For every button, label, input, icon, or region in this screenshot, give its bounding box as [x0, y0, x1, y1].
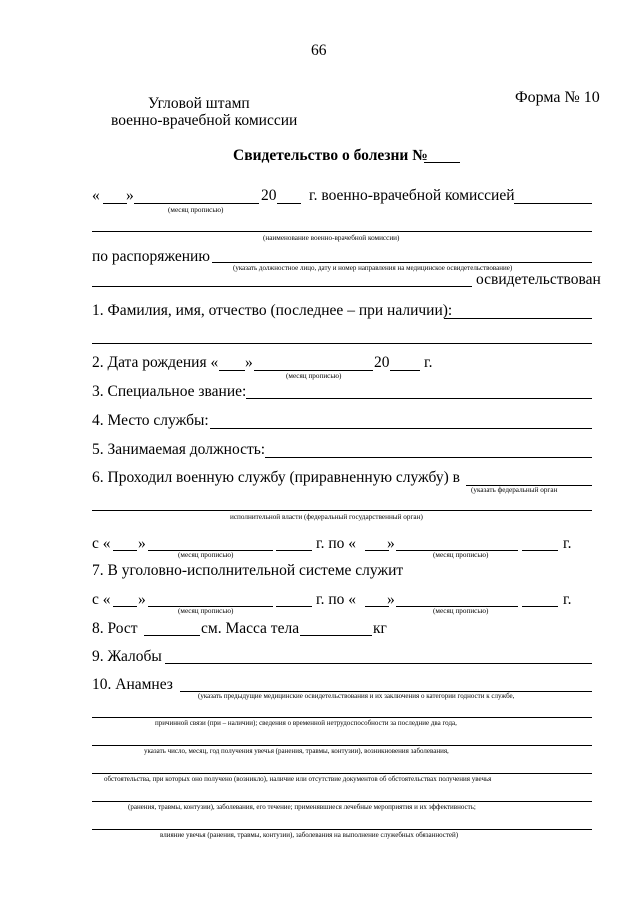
date-month-field[interactable] — [134, 203, 259, 204]
period2-to: г. по « — [316, 591, 357, 608]
birth-day-field[interactable] — [219, 370, 245, 371]
period2-close: » — [138, 591, 146, 608]
field-7-label: 7. В уголовно-исполнительной системе служит — [92, 562, 404, 579]
field-5-label: 5. Занимаемая должность: — [92, 441, 266, 458]
order-field[interactable] — [212, 262, 592, 263]
date-year-prefix: 20 — [261, 187, 277, 204]
complaints-field[interactable] — [165, 663, 592, 664]
date-line-text: г. военно-врачебной комиссией — [309, 187, 515, 204]
anamnesis-field-3[interactable] — [92, 745, 592, 746]
examined-label: освидетельствован — [476, 271, 601, 288]
order-field-2[interactable] — [92, 286, 472, 287]
period1-to-hint: (месяц прописью) — [433, 551, 489, 559]
birth-year-prefix: 20 — [374, 354, 390, 371]
month-hint: (месяц прописью) — [168, 206, 224, 214]
anamnesis-hint-2: причинной связи (при – наличии); сведения о временной нетрудоспособности за последние два года, — [155, 719, 457, 727]
birth-g: г. — [424, 354, 433, 371]
birth-year-field[interactable] — [390, 370, 420, 371]
period1-to-close: » — [387, 535, 395, 552]
order-label: по распоряжению — [92, 248, 210, 265]
field-10-label: 10. Анамнез — [92, 676, 173, 693]
anamnesis-hint-5: (ранения, травмы, контузии), заболевания, его течение; применявшиеся лечебные мероприятия и их эффективность; — [128, 803, 476, 811]
date-year-field[interactable] — [277, 203, 301, 204]
anamnesis-hint-4: обстоятельства, при которых оно получено (возникло), наличие или отсутствие документов об обстоятельствах получения увечья — [104, 775, 492, 783]
order-hint: (указать должностное лицо, дату и номер направления на медицинское освидетельствование) — [233, 264, 513, 272]
anamnesis-field-5[interactable] — [92, 801, 592, 802]
position-field[interactable] — [265, 457, 592, 458]
period1-close: » — [138, 535, 146, 552]
period2-g: г. — [563, 591, 572, 608]
period1-to-day[interactable] — [365, 550, 389, 551]
period1-from-year[interactable] — [276, 550, 312, 551]
birth-month-hint: (месяц прописью) — [286, 372, 342, 380]
field-8-weight-label: см. Масса тела — [201, 620, 300, 637]
stamp-line-2: военно-врачебной комиссии — [111, 112, 298, 129]
field-1-label: 1. Фамилия, имя, отчество (последнее – при наличии): — [92, 302, 453, 319]
period2-to-year[interactable] — [522, 606, 558, 607]
field-2-label: 2. Дата рождения « — [92, 354, 219, 371]
commission-hint: (наименование военно-врачебной комиссии) — [263, 234, 400, 242]
anamnesis-field-6[interactable] — [92, 829, 592, 830]
certificate-number-field[interactable] — [424, 162, 460, 163]
field-4-label: 4. Место службы: — [92, 412, 209, 429]
period2-from-year[interactable] — [276, 606, 312, 607]
field-8-height-label: 8. Рост — [92, 620, 138, 637]
anamnesis-field-4[interactable] — [92, 773, 592, 774]
period2-to-hint: (месяц прописью) — [433, 607, 489, 615]
full-name-field-2[interactable] — [92, 343, 592, 344]
period1-from-day[interactable] — [113, 550, 137, 551]
period1-to-year[interactable] — [522, 550, 558, 551]
rank-field[interactable] — [246, 398, 592, 399]
weight-field[interactable] — [300, 635, 372, 636]
date-quote-open: « — [92, 187, 100, 204]
field-8-kg: кг — [373, 620, 387, 637]
period2-from: с « — [92, 591, 111, 608]
service-place-field[interactable] — [210, 428, 592, 429]
commission-name-field[interactable] — [92, 231, 592, 232]
stamp-line-1: Угловой штамп — [148, 95, 250, 112]
period2-to-close: » — [387, 591, 395, 608]
service-body-field-2[interactable] — [92, 510, 592, 511]
field-9-label: 9. Жалобы — [92, 648, 162, 665]
field-6-hint-2: исполнительной власти (федеральный государственный орган) — [230, 513, 423, 521]
height-field[interactable] — [144, 635, 200, 636]
anamnesis-hint-1: (указать предыдущие медицинские освидетельствования и их заключения о категории годности к службе, — [198, 692, 515, 700]
date-day-field[interactable] — [103, 203, 127, 204]
field-3-label: 3. Специальное звание: — [92, 383, 247, 400]
period1-from: с « — [92, 535, 111, 552]
field-6-hint-1: (указать федеральный орган — [471, 486, 558, 494]
period2-from-hint: (месяц прописью) — [178, 607, 234, 615]
form-number: Форма № 10 — [515, 89, 600, 106]
document-title: Свидетельство о болезни № — [233, 147, 428, 164]
page-number: 66 — [311, 42, 327, 59]
full-name-field[interactable] — [444, 318, 592, 319]
period1-from-hint: (месяц прописью) — [178, 551, 234, 559]
date-quote-close: » — [126, 187, 134, 204]
birth-quote-close: » — [245, 354, 253, 371]
period2-from-day[interactable] — [113, 606, 137, 607]
period1-to: г. по « — [316, 535, 357, 552]
birth-month-field[interactable] — [254, 370, 373, 371]
anamnesis-hint-6: влияние увечья (ранения, травмы, контузии), заболевания на выполнение служебных обязанностей) — [160, 831, 459, 839]
field-6-label: 6. Проходил военную службу (приравненную службу) в — [92, 469, 460, 486]
period1-g: г. — [563, 535, 572, 552]
period2-to-day[interactable] — [365, 606, 389, 607]
anamnesis-hint-3: указать число, месяц, год получения увечья (ранения, травмы, контузии), возникновения заболевания, — [144, 747, 449, 755]
commission-field-start[interactable] — [514, 203, 592, 204]
anamnesis-field-2[interactable] — [92, 717, 592, 718]
